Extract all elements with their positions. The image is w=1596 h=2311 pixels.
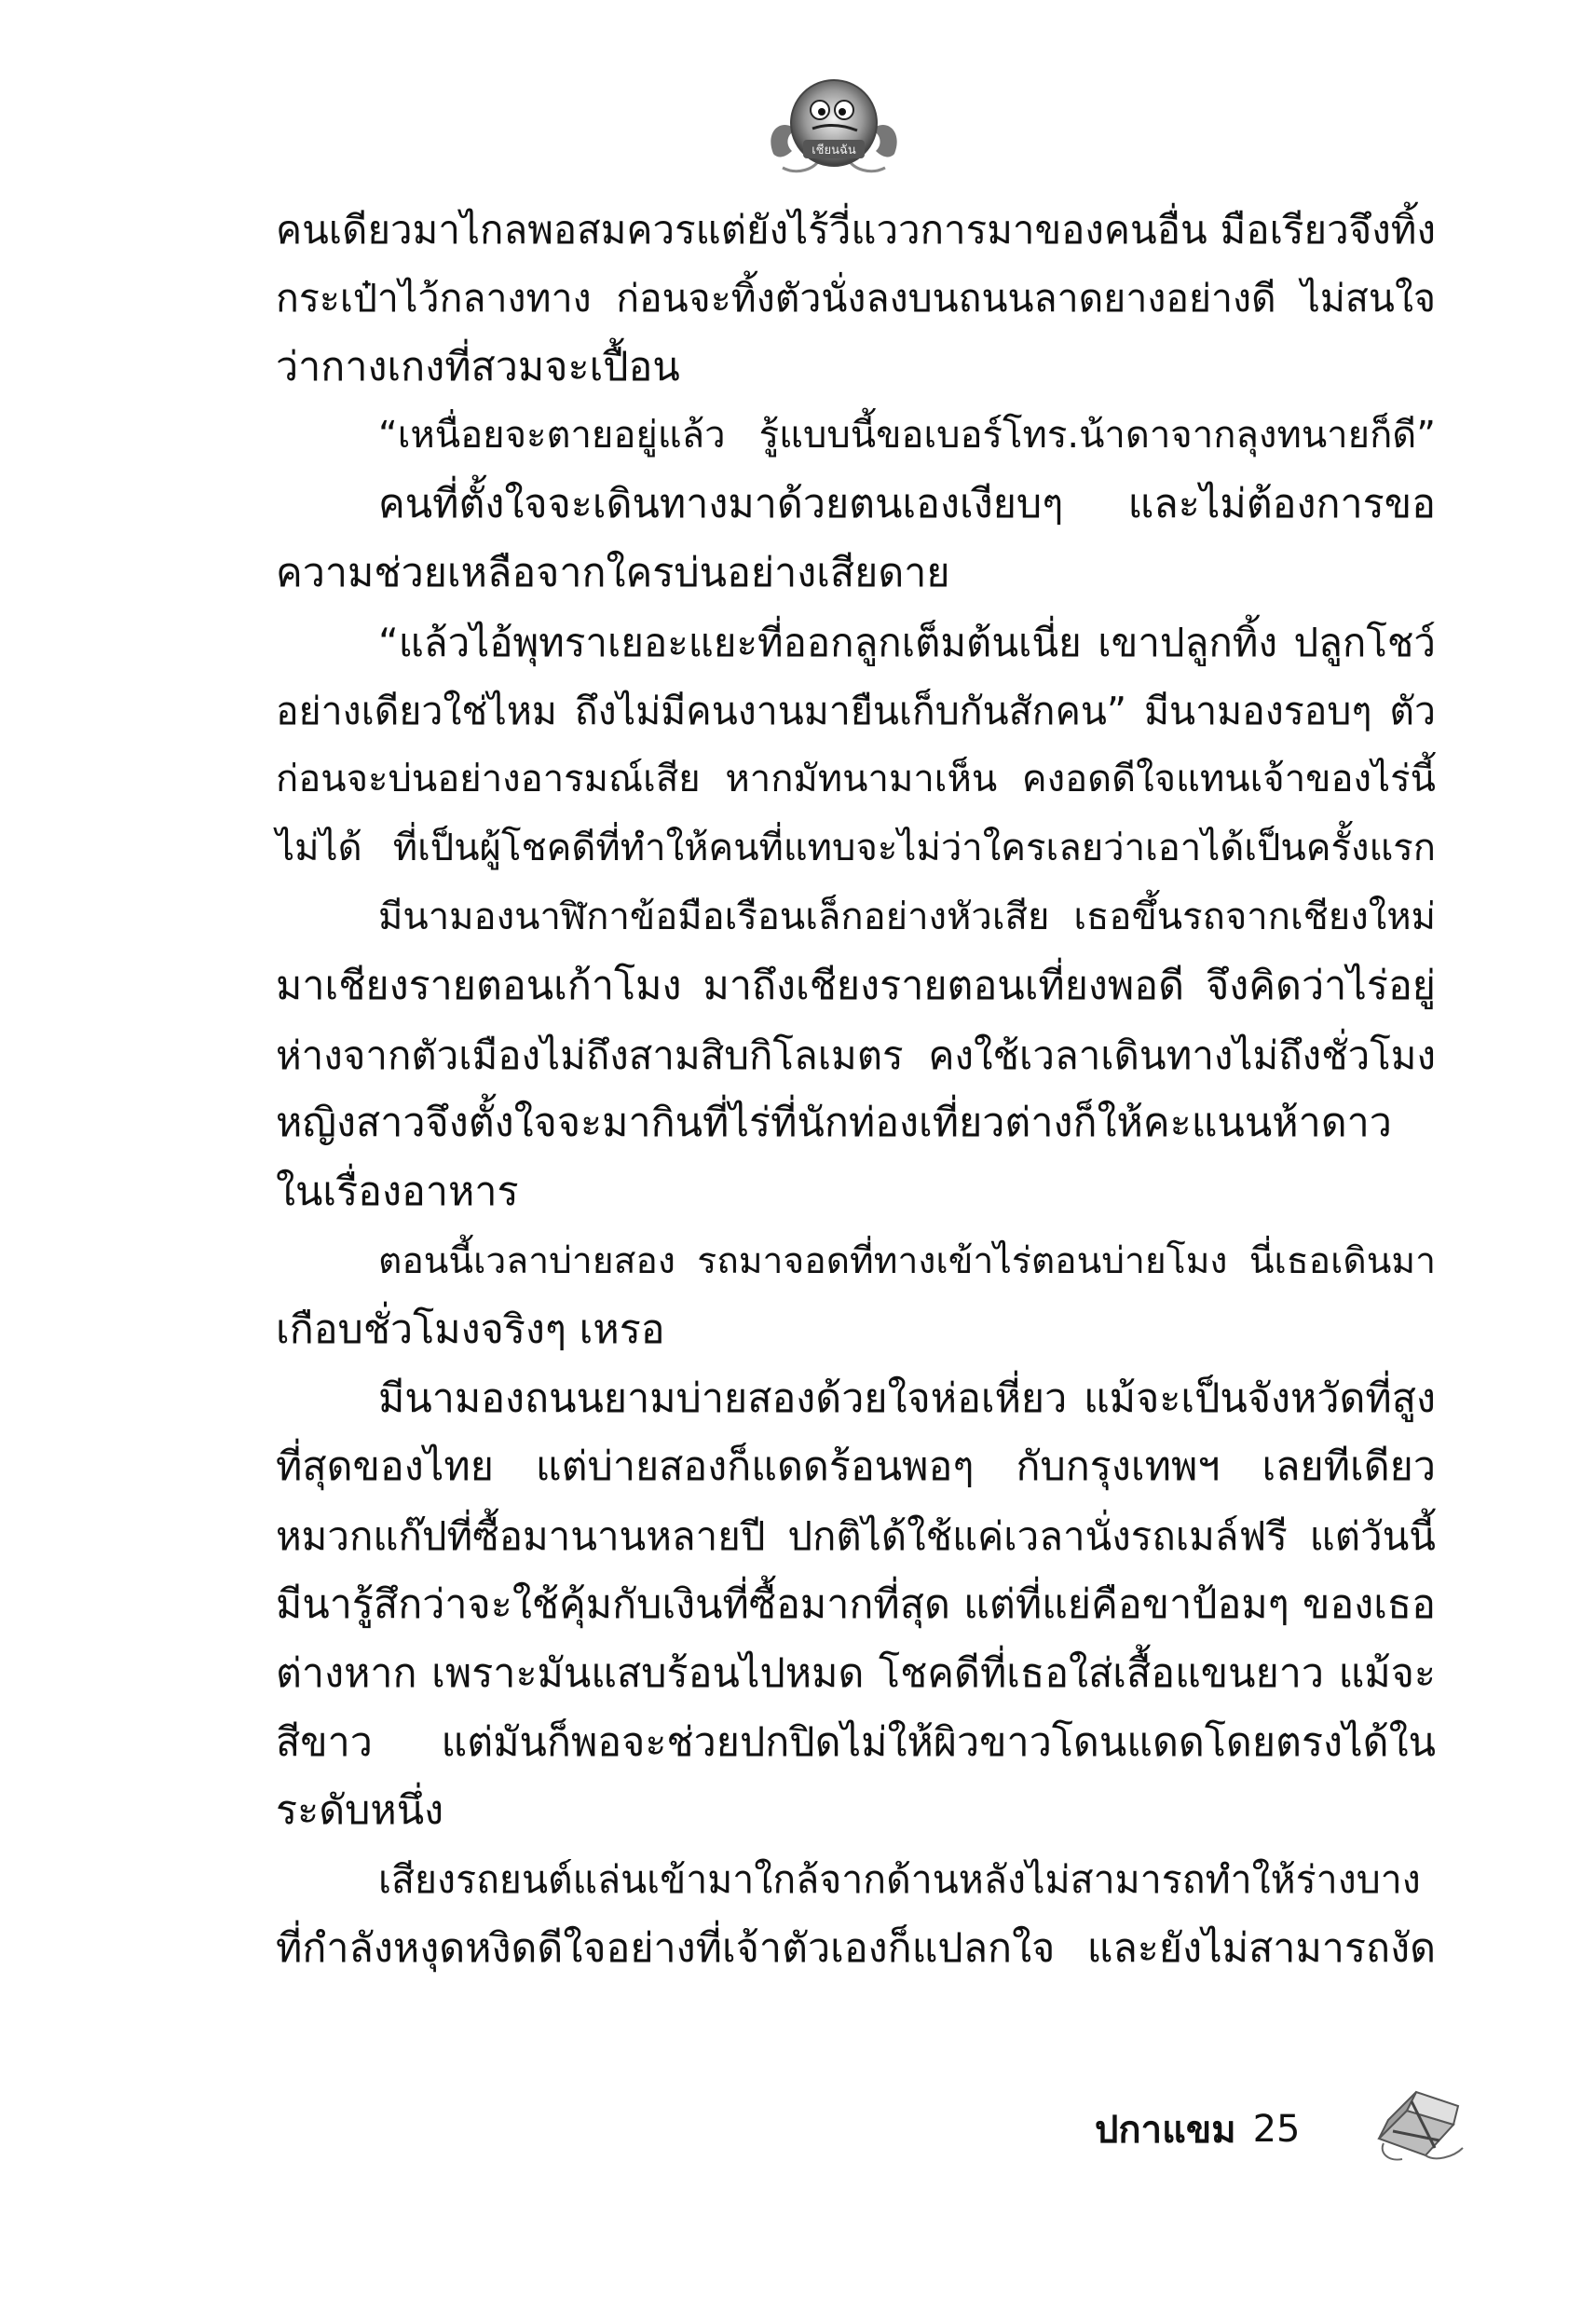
corner-ornament-icon bbox=[1370, 2073, 1472, 2167]
text-line: “แล้วไอ้พุทราเยอะแยะที่ออกลูกเต็มต้นเนี่ย เขาปลูกทิ้ง ปลูกโชว์ bbox=[378, 619, 1436, 665]
text-line: ความช่วยเหลือจากใครบ่นอย่างเสียดาย bbox=[276, 549, 950, 596]
text-line: เสียงรถยนต์แล่นเข้ามาใกล้จากด้านหลังไม่สามารถทำให้ร่างบาง bbox=[378, 1857, 1421, 1903]
text-line: ในเรื่องอาหาร bbox=[276, 1169, 519, 1216]
body-text bbox=[276, 196, 1436, 1984]
text-line: มีนามองนาฬิกาข้อมือเรือนเล็กอย่างหัวเสีย เธอขึ้นรถจากเชียงใหม่ bbox=[378, 895, 1436, 938]
text-line: สีขาว แต่มันก็พอจะช่วยปกปิดไม่ให้ผิวขาวโดนแดดโดยตรงได้ใน bbox=[276, 1718, 1436, 1766]
page-footer bbox=[1095, 2097, 1300, 2162]
text-line: มีนารู้สึกว่าจะใช้คุ้มกับเงินที่ซื้อมากที่สุด แต่ที่แย่คือขาป้อมๆ ของเธอ bbox=[276, 1580, 1436, 1628]
text-line: มาเชียงรายตอนเก้าโมง มาถึงเชียงรายตอนเที่ยงพอดี จึงคิดว่าไร่อยู่ bbox=[276, 962, 1436, 1009]
logo-emblem-icon bbox=[764, 65, 904, 186]
book-title: ปกาแขม bbox=[1095, 2109, 1236, 2152]
text-line: อย่างเดียวใช่ไหม ถึงไม่มีคนงานมายืนเก็บกันสักคน” มีนามองรอบๆ ตัว bbox=[276, 688, 1436, 733]
text-line: เกือบชั่วโมงจริงๆ เหรอ bbox=[276, 1306, 665, 1353]
text-line: ที่สุดของไทย แต่บ่ายสองก็แดดร้อนพอๆ กับกรุงเทพฯ เลยทีเดียว bbox=[276, 1443, 1436, 1491]
text-line: ระดับหนึ่ง bbox=[276, 1787, 444, 1835]
text-line: ว่ากางเกงที่สวมจะเปื้อน bbox=[276, 343, 680, 390]
text-line: ตอนนี้เวลาบ่ายสอง รถมาจอดที่ทางเข้าไร่ตอนบ่ายโมง นี่เธอเดินมา bbox=[378, 1239, 1436, 1282]
text-line: ห่างจากตัวเมืองไม่ถึงสามสิบกิโลเมตร คงใช้เวลาเดินทางไม่ถึงชั่วโมง bbox=[276, 1032, 1436, 1078]
text-line: คนที่ตั้งใจจะเดินทางมาด้วยตนเองเงียบๆ และไม่ต้องการขอ bbox=[378, 481, 1436, 528]
text-line: มีนามองถนนยามบ่ายสองด้วยใจห่อเหี่ยว แม้จะเป็นจังหวัดที่สูง bbox=[378, 1374, 1436, 1422]
text-line: หญิงสาวจึงตั้งใจจะมากินที่ไร่ที่นักท่องเที่ยวต่างก็ให้คะแนนห้าดาว bbox=[276, 1100, 1392, 1147]
page-number: 25 bbox=[1252, 2108, 1301, 2151]
text-line: ต่างหาก เพราะมันแสบร้อนไปหมด โชคดีที่เธอใส่เสื้อแขนยาว แม้จะ bbox=[276, 1649, 1436, 1697]
text-line: ไม่ได้ ที่เป็นผู้โชคดีที่ทำให้คนที่แทบจะไม่ว่าใครเลยว่าเอาได้เป็นครั้งแรก bbox=[276, 827, 1436, 870]
publisher-logo bbox=[764, 65, 904, 186]
text-line: ที่กำลังหงุดหงิดดีใจอย่างที่เจ้าตัวเองก็แปลกใจ และยังไม่สามารถงัด bbox=[276, 1924, 1436, 1972]
text-line: คนเดียวมาไกลพอสมควรแต่ยังไร้วี่แววการมาของคนอื่น มือเรียวจึงทิ้ง bbox=[276, 207, 1436, 253]
logo-text: เชียนฉัน bbox=[812, 144, 856, 157]
text-line: กระเป๋าไว้กลางทาง ก่อนจะทิ้งตัวนั่งลงบนถนนลาดยางอย่างดี ไม่สนใจ bbox=[276, 275, 1436, 321]
text-line: หมวกแก๊ปที่ซื้อมานานหลายปี ปกติได้ใช้แค่เวลานั่งรถเมล์ฟรี แต่วันนี้ bbox=[276, 1513, 1436, 1560]
text-line: “เหนื่อยจะตายอยู่แล้ว รู้แบบนี้ขอเบอร์โทร.น้าดาจากลุงทนายก็ดี” bbox=[378, 414, 1436, 458]
text-line: ก่อนจะบ่นอย่างอารมณ์เสีย หากมัทนามาเห็น คงอดดีใจแทนเจ้าของไร่นี้ bbox=[276, 758, 1436, 801]
